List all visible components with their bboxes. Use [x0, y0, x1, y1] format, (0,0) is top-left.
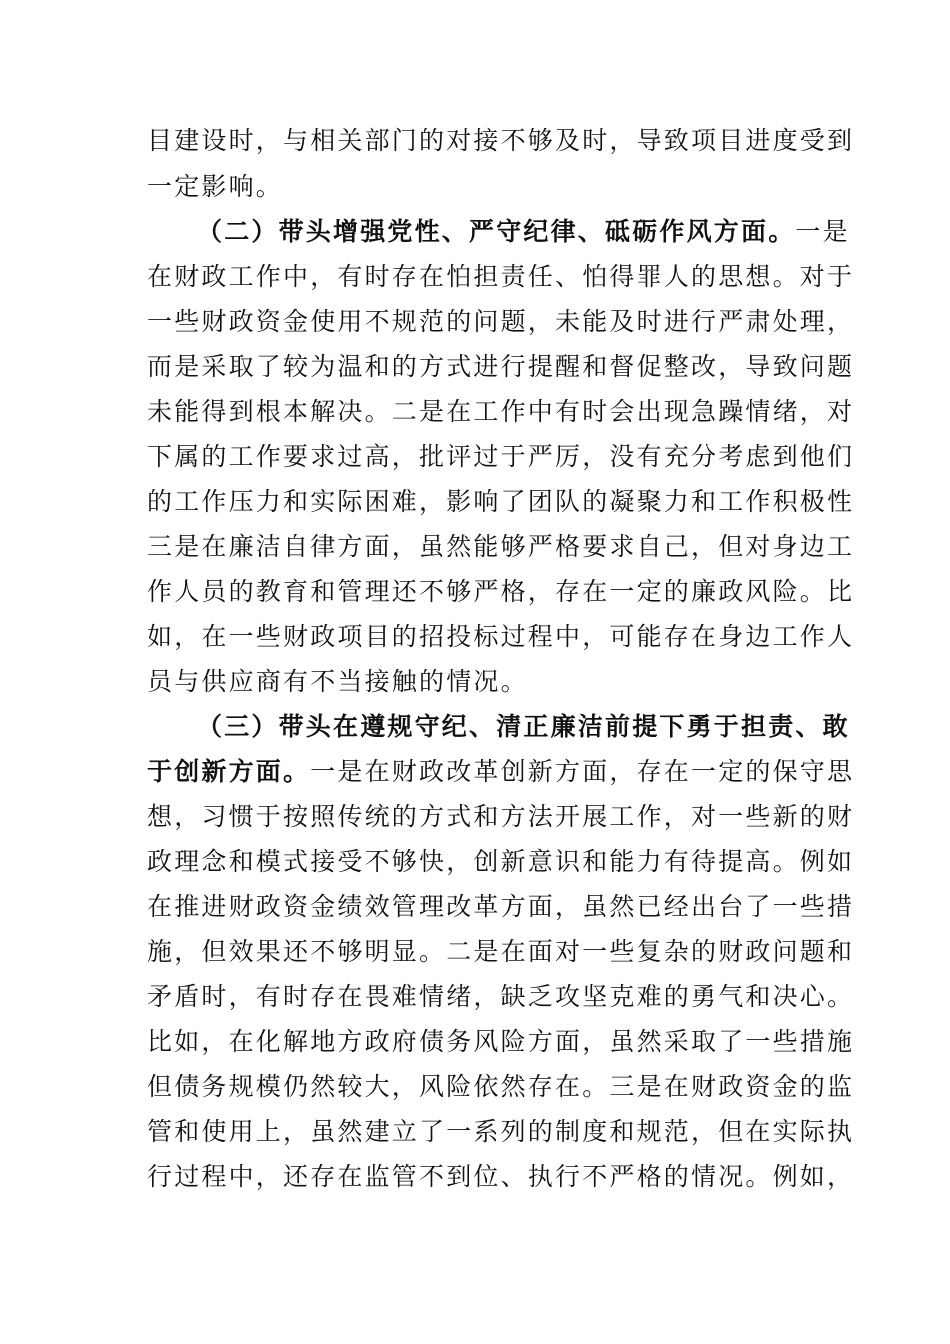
text-line: 员与供应商有不当接触的情况。: [147, 667, 528, 696]
text-line: 而是采取了较为温和的方式进行提醒和督促整改，导致问题: [147, 352, 855, 381]
section-heading-line: [147, 757, 855, 787]
text-line: 作人员的教育和管理还不够严格，存在一定的廉政风险。比: [147, 577, 855, 606]
text-span: 一是: [795, 217, 850, 246]
section-heading: 于创新方面。: [147, 757, 311, 786]
text-span: 一是在财政改革创新方面，存在一定的保守思: [310, 757, 855, 786]
text-line: 一定影响。: [147, 172, 284, 201]
text-line: 在推进财政资金绩效管理改革方面，虽然已经出台了一些措: [147, 892, 855, 921]
text-line: 如，在一些财政项目的招投标过程中，可能存在身边工作人: [147, 622, 855, 651]
text-line: 矛盾时，有时存在畏难情绪，缺乏攻坚克难的勇气和决心。: [147, 982, 855, 1011]
text-line: 施，但效果还不够明显。二是在面对一些复杂的财政问题和: [147, 937, 855, 966]
text-line: 下属的工作要求过高，批评过于严厉，没有充分考虑到他们: [147, 442, 855, 471]
text-line: 但债务规模仍然较大，风险依然存在。三是在财政资金的监: [147, 1072, 855, 1101]
text-line: 行过程中，还存在监管不到位、执行不严格的情况。例如，: [147, 1162, 855, 1191]
text-line: 未能得到根本解决。二是在工作中有时会出现急躁情绪，对: [147, 397, 855, 426]
text-line: 目建设时，与相关部门的对接不够及时，导致项目进度受到: [147, 126, 855, 155]
text-line: 政理念和模式接受不够快，创新意识和能力有待提高。例如: [147, 847, 855, 876]
text-line: 在财政工作中，有时存在怕担责任、怕得罪人的思想。对于: [147, 262, 855, 291]
section-heading-line: [197, 217, 850, 247]
text-line: 一些财政资金使用不规范的问题，未能及时进行严肃处理，: [147, 307, 855, 336]
section-heading: （三）带头在遵规守纪、清正廉洁前提下勇于担责、敢: [197, 712, 850, 741]
text-line: 比如，在化解地方政府债务风险方面，虽然采取了一些措施: [147, 1027, 855, 1056]
text-line: 管和使用上，虽然建立了一系列的制度和规范，但在实际执: [147, 1117, 855, 1146]
text-line: 想，习惯于按照传统的方式和方法开展工作，对一些新的财: [147, 802, 855, 831]
text-line: 的工作压力和实际困难，影响了团队的凝聚力和工作积极性: [147, 487, 855, 516]
text-line: 三是在廉洁自律方面，虽然能够严格要求自己，但对身边工: [147, 532, 855, 561]
section-heading: （二）带头增强党性、严守纪律、砥砺作风方面。: [197, 217, 796, 246]
